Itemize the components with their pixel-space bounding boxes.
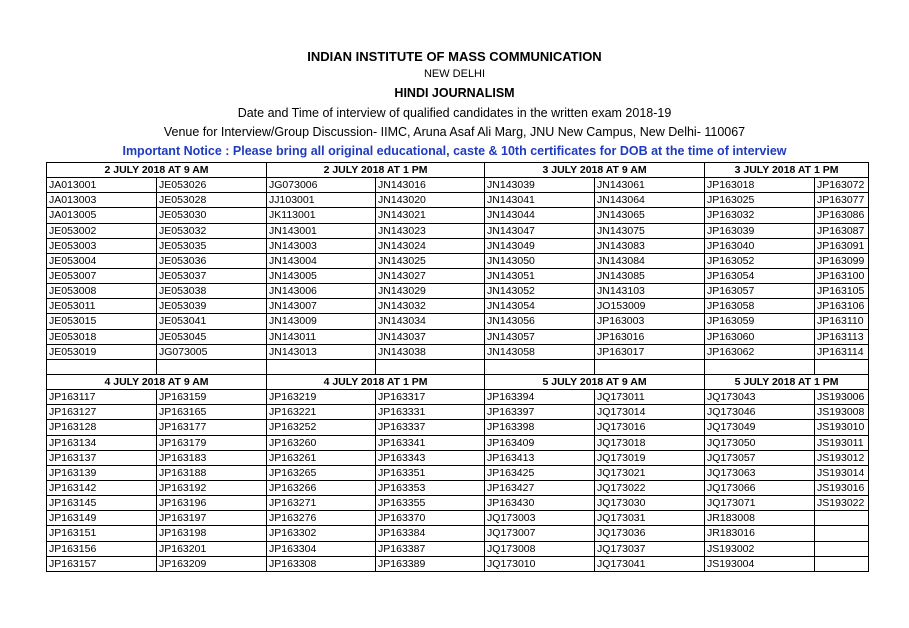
roll-number-cell: JN143084 <box>595 253 705 268</box>
roll-number-cell: JE053007 <box>47 268 157 283</box>
roll-number-cell: JP163183 <box>157 450 267 465</box>
roll-number-cell: JP163271 <box>267 496 376 511</box>
roll-number-cell: JP163018 <box>705 178 815 193</box>
roll-number-cell: JN143024 <box>376 238 485 253</box>
roll-number-cell: JP163343 <box>376 450 485 465</box>
roll-number-cell: JP163394 <box>485 390 595 405</box>
table-row <box>47 496 869 511</box>
roll-number-cell: JN143041 <box>485 193 595 208</box>
roll-number-cell: JE053036 <box>157 253 267 268</box>
roll-number-cell: JP163165 <box>157 405 267 420</box>
roll-number-cell: JQ173063 <box>705 465 815 480</box>
roll-number-cell: JN143058 <box>485 344 595 359</box>
table-row <box>47 405 869 420</box>
empty-cell <box>267 359 376 374</box>
roll-number-cell: JP163188 <box>157 465 267 480</box>
empty-cell <box>815 359 869 374</box>
roll-number-cell: JQ173018 <box>595 435 705 450</box>
roll-number-cell: JP163157 <box>47 556 157 571</box>
roll-number-cell: JE053045 <box>157 329 267 344</box>
roll-number-cell: JP163197 <box>157 511 267 526</box>
roll-number-cell: JP163110 <box>815 314 869 329</box>
session-date-heading: 5 JULY 2018 AT 9 AM <box>485 374 705 389</box>
empty-cell <box>595 359 705 374</box>
roll-number-cell: JS193010 <box>815 420 869 435</box>
roll-number-cell: JN143054 <box>485 299 595 314</box>
roll-number-cell: JE053002 <box>47 223 157 238</box>
roll-number-cell: JQ173030 <box>595 496 705 511</box>
roll-number-cell: JN143051 <box>485 268 595 283</box>
roll-number-cell: JQ173046 <box>705 405 815 420</box>
roll-number-cell: JS193016 <box>815 480 869 495</box>
roll-number-cell <box>815 541 869 556</box>
table-row <box>47 465 869 480</box>
roll-number-cell: JG073006 <box>267 178 376 193</box>
roll-number-cell: JN143050 <box>485 253 595 268</box>
venue-line: Venue for Interview/Group Discussion- IIMC, Aruna Asaf Ali Marg, JNU New Campus, New Delhi- 110067 <box>163 125 746 139</box>
roll-number-cell: JN143034 <box>376 314 485 329</box>
session-date-heading: 2 JULY 2018 AT 1 PM <box>267 163 485 178</box>
roll-number-cell: JA013005 <box>47 208 157 223</box>
roll-number-cell: JN143056 <box>485 314 595 329</box>
roll-number-cell: JN143009 <box>267 314 376 329</box>
session-header-row <box>47 163 869 178</box>
session-date-heading: 3 JULY 2018 AT 1 PM <box>705 163 869 178</box>
roll-number-cell: JQ173066 <box>705 480 815 495</box>
session-date-heading: 5 JULY 2018 AT 1 PM <box>705 374 869 389</box>
roll-number-cell: JP163355 <box>376 496 485 511</box>
roll-number-cell: JQ173031 <box>595 511 705 526</box>
roll-number-cell: JN143020 <box>376 193 485 208</box>
roll-number-cell: JN143075 <box>595 223 705 238</box>
roll-number-cell: JP163276 <box>267 511 376 526</box>
roll-number-cell: JP163054 <box>705 268 815 283</box>
session-date-heading: 2 JULY 2018 AT 9 AM <box>47 163 267 178</box>
roll-number-cell: JO153009 <box>595 299 705 314</box>
roll-number-cell: JR183008 <box>705 511 815 526</box>
roll-number-cell: JP163016 <box>595 329 705 344</box>
roll-number-cell: JP163430 <box>485 496 595 511</box>
roll-number-cell: JQ173010 <box>485 556 595 571</box>
roll-number-cell: JP163337 <box>376 420 485 435</box>
table-row <box>47 329 869 344</box>
roll-number-cell: JP163261 <box>267 450 376 465</box>
roll-number-cell: JP163099 <box>815 253 869 268</box>
roll-number-cell: JN143083 <box>595 238 705 253</box>
roll-number-cell: JP163105 <box>815 284 869 299</box>
roll-number-cell <box>815 511 869 526</box>
roll-number-cell: JQ173014 <box>595 405 705 420</box>
session-date-heading: 4 JULY 2018 AT 1 PM <box>267 374 485 389</box>
roll-number-cell: JN143065 <box>595 208 705 223</box>
table-row <box>47 208 869 223</box>
roll-number-cell: JP163387 <box>376 541 485 556</box>
roll-number-cell: JE053038 <box>157 284 267 299</box>
roll-number-cell: JP163142 <box>47 480 157 495</box>
roll-number-cell: JP163100 <box>815 268 869 283</box>
roll-number-cell: JP163192 <box>157 480 267 495</box>
roll-number-cell: JQ173011 <box>595 390 705 405</box>
roll-number-cell: JA013001 <box>47 178 157 193</box>
roll-number-cell: JE053028 <box>157 193 267 208</box>
roll-number-cell: JE053032 <box>157 223 267 238</box>
roll-number-cell: JE053015 <box>47 314 157 329</box>
table-row <box>47 314 869 329</box>
roll-number-cell: JP163057 <box>705 284 815 299</box>
roll-number-cell: JP163086 <box>815 208 869 223</box>
roll-number-cell: JP163266 <box>267 480 376 495</box>
roll-number-cell: JN143057 <box>485 329 595 344</box>
roll-number-cell: JQ173019 <box>595 450 705 465</box>
roll-number-cell: JQ173016 <box>595 420 705 435</box>
roll-number-cell: JN143006 <box>267 284 376 299</box>
roll-number-cell: JP163317 <box>376 390 485 405</box>
roll-number-cell: JP163221 <box>267 405 376 420</box>
roll-number-cell: JP163060 <box>705 329 815 344</box>
roll-number-cell: JE053026 <box>157 178 267 193</box>
roll-number-cell: JP163062 <box>705 344 815 359</box>
roll-number-cell: JQ173049 <box>705 420 815 435</box>
table-row <box>47 435 869 450</box>
roll-number-cell: JP163389 <box>376 556 485 571</box>
roll-number-cell: JP163139 <box>47 465 157 480</box>
table-row <box>47 390 869 405</box>
table-row <box>47 178 869 193</box>
spacer-row <box>47 359 869 374</box>
roll-number-cell: JE053037 <box>157 268 267 283</box>
roll-number-cell: JN143011 <box>267 329 376 344</box>
roll-number-cell: JS193006 <box>815 390 869 405</box>
city-line: NEW DELHI <box>423 68 486 80</box>
roll-number-cell: JS193022 <box>815 496 869 511</box>
roll-number-cell: JP163025 <box>705 193 815 208</box>
roll-number-cell: JQ173041 <box>595 556 705 571</box>
roll-number-cell: JN143007 <box>267 299 376 314</box>
roll-number-cell: JR183016 <box>705 526 815 541</box>
roll-number-cell: JE053018 <box>47 329 157 344</box>
table-row <box>47 511 869 526</box>
roll-number-cell: JN143049 <box>485 238 595 253</box>
table-row <box>47 284 869 299</box>
roll-number-cell: JP163252 <box>267 420 376 435</box>
roll-number-cell: JQ173043 <box>705 390 815 405</box>
roll-number-cell <box>815 526 869 541</box>
roll-number-cell: JN143025 <box>376 253 485 268</box>
table-row <box>47 344 869 359</box>
session-date-heading: 4 JULY 2018 AT 9 AM <box>47 374 267 389</box>
roll-number-cell: JP163040 <box>705 238 815 253</box>
roll-number-cell: JS193004 <box>705 556 815 571</box>
table-row <box>47 299 869 314</box>
roll-number-cell: JP163351 <box>376 465 485 480</box>
roll-number-cell: JP163308 <box>267 556 376 571</box>
roll-number-cell: JP163091 <box>815 238 869 253</box>
roll-number-cell: JP163087 <box>815 223 869 238</box>
roll-number-cell: JN143103 <box>595 284 705 299</box>
roll-number-cell: JQ173022 <box>595 480 705 495</box>
table-row <box>47 450 869 465</box>
table-row <box>47 526 869 541</box>
session-date-heading: 3 JULY 2018 AT 9 AM <box>485 163 705 178</box>
roll-number-cell: JQ173050 <box>705 435 815 450</box>
roll-number-cell: JE053019 <box>47 344 157 359</box>
important-notice: Important Notice : Please bring all original educational, caste & 10th certificates for DOB at the time of interview <box>122 144 787 158</box>
roll-number-cell: JP163134 <box>47 435 157 450</box>
roll-number-cell: JP163114 <box>815 344 869 359</box>
roll-number-cell: JQ173037 <box>595 541 705 556</box>
roll-number-cell: JP163058 <box>705 299 815 314</box>
roll-number-cell: JP163384 <box>376 526 485 541</box>
roll-number-cell: JP163397 <box>485 405 595 420</box>
roll-number-cell: JP163409 <box>485 435 595 450</box>
empty-cell <box>376 359 485 374</box>
roll-number-cell: JP163128 <box>47 420 157 435</box>
empty-cell <box>485 359 595 374</box>
empty-cell <box>157 359 267 374</box>
roll-number-cell: JP163304 <box>267 541 376 556</box>
roll-number-cell: JP163427 <box>485 480 595 495</box>
roll-number-cell: JN143061 <box>595 178 705 193</box>
institute-title: INDIAN INSTITUTE OF MASS COMMUNICATION <box>307 49 602 64</box>
table-row <box>47 541 869 556</box>
roll-number-cell: JP163039 <box>705 223 815 238</box>
roll-number-cell: JN143021 <box>376 208 485 223</box>
roll-number-cell: JQ173021 <box>595 465 705 480</box>
course-title: HINDI JOURNALISM <box>394 86 515 100</box>
roll-number-cell: JN143029 <box>376 284 485 299</box>
table-row <box>47 223 869 238</box>
roll-number-cell: JP163198 <box>157 526 267 541</box>
roll-number-cell: JP163145 <box>47 496 157 511</box>
roll-number-cell: JP163302 <box>267 526 376 541</box>
roll-number-cell: JS193002 <box>705 541 815 556</box>
roll-number-cell <box>815 556 869 571</box>
roll-number-cell: JN143032 <box>376 299 485 314</box>
roll-number-cell: JG073005 <box>157 344 267 359</box>
table-row <box>47 253 869 268</box>
roll-number-cell: JN143044 <box>485 208 595 223</box>
roll-number-cell: JN143037 <box>376 329 485 344</box>
roll-number-cell: JK113001 <box>267 208 376 223</box>
roll-number-cell: JP163032 <box>705 208 815 223</box>
empty-cell <box>47 359 157 374</box>
roll-number-cell: JP163209 <box>157 556 267 571</box>
roll-number-cell: JN143016 <box>376 178 485 193</box>
roll-number-cell: JN143047 <box>485 223 595 238</box>
roll-number-cell: JQ173057 <box>705 450 815 465</box>
table-row <box>47 268 869 283</box>
roll-number-cell: JP163179 <box>157 435 267 450</box>
roll-number-cell: JS193012 <box>815 450 869 465</box>
roll-number-cell: JP163077 <box>815 193 869 208</box>
roll-number-cell: JN143001 <box>267 223 376 238</box>
roll-number-cell: JN143039 <box>485 178 595 193</box>
roll-number-cell: JE053011 <box>47 299 157 314</box>
roll-number-cell: JP163219 <box>267 390 376 405</box>
table-row <box>47 420 869 435</box>
roll-number-cell: JN143085 <box>595 268 705 283</box>
roll-number-cell: JJ103001 <box>267 193 376 208</box>
roll-number-cell: JE053035 <box>157 238 267 253</box>
roll-number-cell: JP163265 <box>267 465 376 480</box>
roll-number-cell: JP163106 <box>815 299 869 314</box>
roll-number-cell: JP163137 <box>47 450 157 465</box>
roll-number-cell: JP163113 <box>815 329 869 344</box>
roll-number-cell: JS193008 <box>815 405 869 420</box>
roll-number-cell: JQ173008 <box>485 541 595 556</box>
roll-number-cell: JP163072 <box>815 178 869 193</box>
roll-number-cell: JQ173007 <box>485 526 595 541</box>
roll-number-cell: JP163425 <box>485 465 595 480</box>
session-header-row <box>47 374 869 389</box>
table-row <box>47 193 869 208</box>
roll-number-cell: JQ173003 <box>485 511 595 526</box>
roll-number-cell: JE053008 <box>47 284 157 299</box>
roll-number-cell: JA013003 <box>47 193 157 208</box>
roll-number-cell: JP163370 <box>376 511 485 526</box>
roll-number-cell: JP163052 <box>705 253 815 268</box>
table-row <box>47 556 869 571</box>
roll-number-cell: JQ173036 <box>595 526 705 541</box>
roll-number-cell: JE053030 <box>157 208 267 223</box>
roll-number-cell: JP163341 <box>376 435 485 450</box>
roll-number-cell: JP163177 <box>157 420 267 435</box>
roll-number-cell: JP163117 <box>47 390 157 405</box>
roll-number-cell: JE053003 <box>47 238 157 253</box>
roll-number-cell: JP163201 <box>157 541 267 556</box>
roll-number-cell: JN143023 <box>376 223 485 238</box>
roll-number-cell: JP163151 <box>47 526 157 541</box>
roll-number-cell: JP163413 <box>485 450 595 465</box>
roll-number-cell: JE053039 <box>157 299 267 314</box>
roll-number-cell: JS193011 <box>815 435 869 450</box>
roll-number-cell: JP163017 <box>595 344 705 359</box>
roll-number-cell: JE053041 <box>157 314 267 329</box>
table-row <box>47 480 869 495</box>
roll-number-cell: JN143052 <box>485 284 595 299</box>
roll-number-cell: JP163156 <box>47 541 157 556</box>
roll-number-cell: JP163059 <box>705 314 815 329</box>
roll-number-cell: JN143004 <box>267 253 376 268</box>
roll-number-cell: JP163196 <box>157 496 267 511</box>
roll-number-cell: JP163127 <box>47 405 157 420</box>
roll-number-cell: JP163159 <box>157 390 267 405</box>
roll-number-cell: JN143003 <box>267 238 376 253</box>
interview-schedule-table <box>46 162 869 572</box>
roll-number-cell: JE053004 <box>47 253 157 268</box>
roll-number-cell: JP163398 <box>485 420 595 435</box>
roll-number-cell: JN143027 <box>376 268 485 283</box>
roll-number-cell: JN143064 <box>595 193 705 208</box>
roll-number-cell: JP163003 <box>595 314 705 329</box>
roll-number-cell: JN143013 <box>267 344 376 359</box>
roll-number-cell: JP163260 <box>267 435 376 450</box>
roll-number-cell: JP163353 <box>376 480 485 495</box>
empty-cell <box>705 359 815 374</box>
roll-number-cell: JQ173071 <box>705 496 815 511</box>
table-row <box>47 238 869 253</box>
roll-number-cell: JN143005 <box>267 268 376 283</box>
roll-number-cell: JP163331 <box>376 405 485 420</box>
roll-number-cell: JS193014 <box>815 465 869 480</box>
schedule-subtitle: Date and Time of interview of qualified candidates in the written exam 2018-19 <box>237 106 672 120</box>
roll-number-cell: JP163149 <box>47 511 157 526</box>
roll-number-cell: JN143038 <box>376 344 485 359</box>
